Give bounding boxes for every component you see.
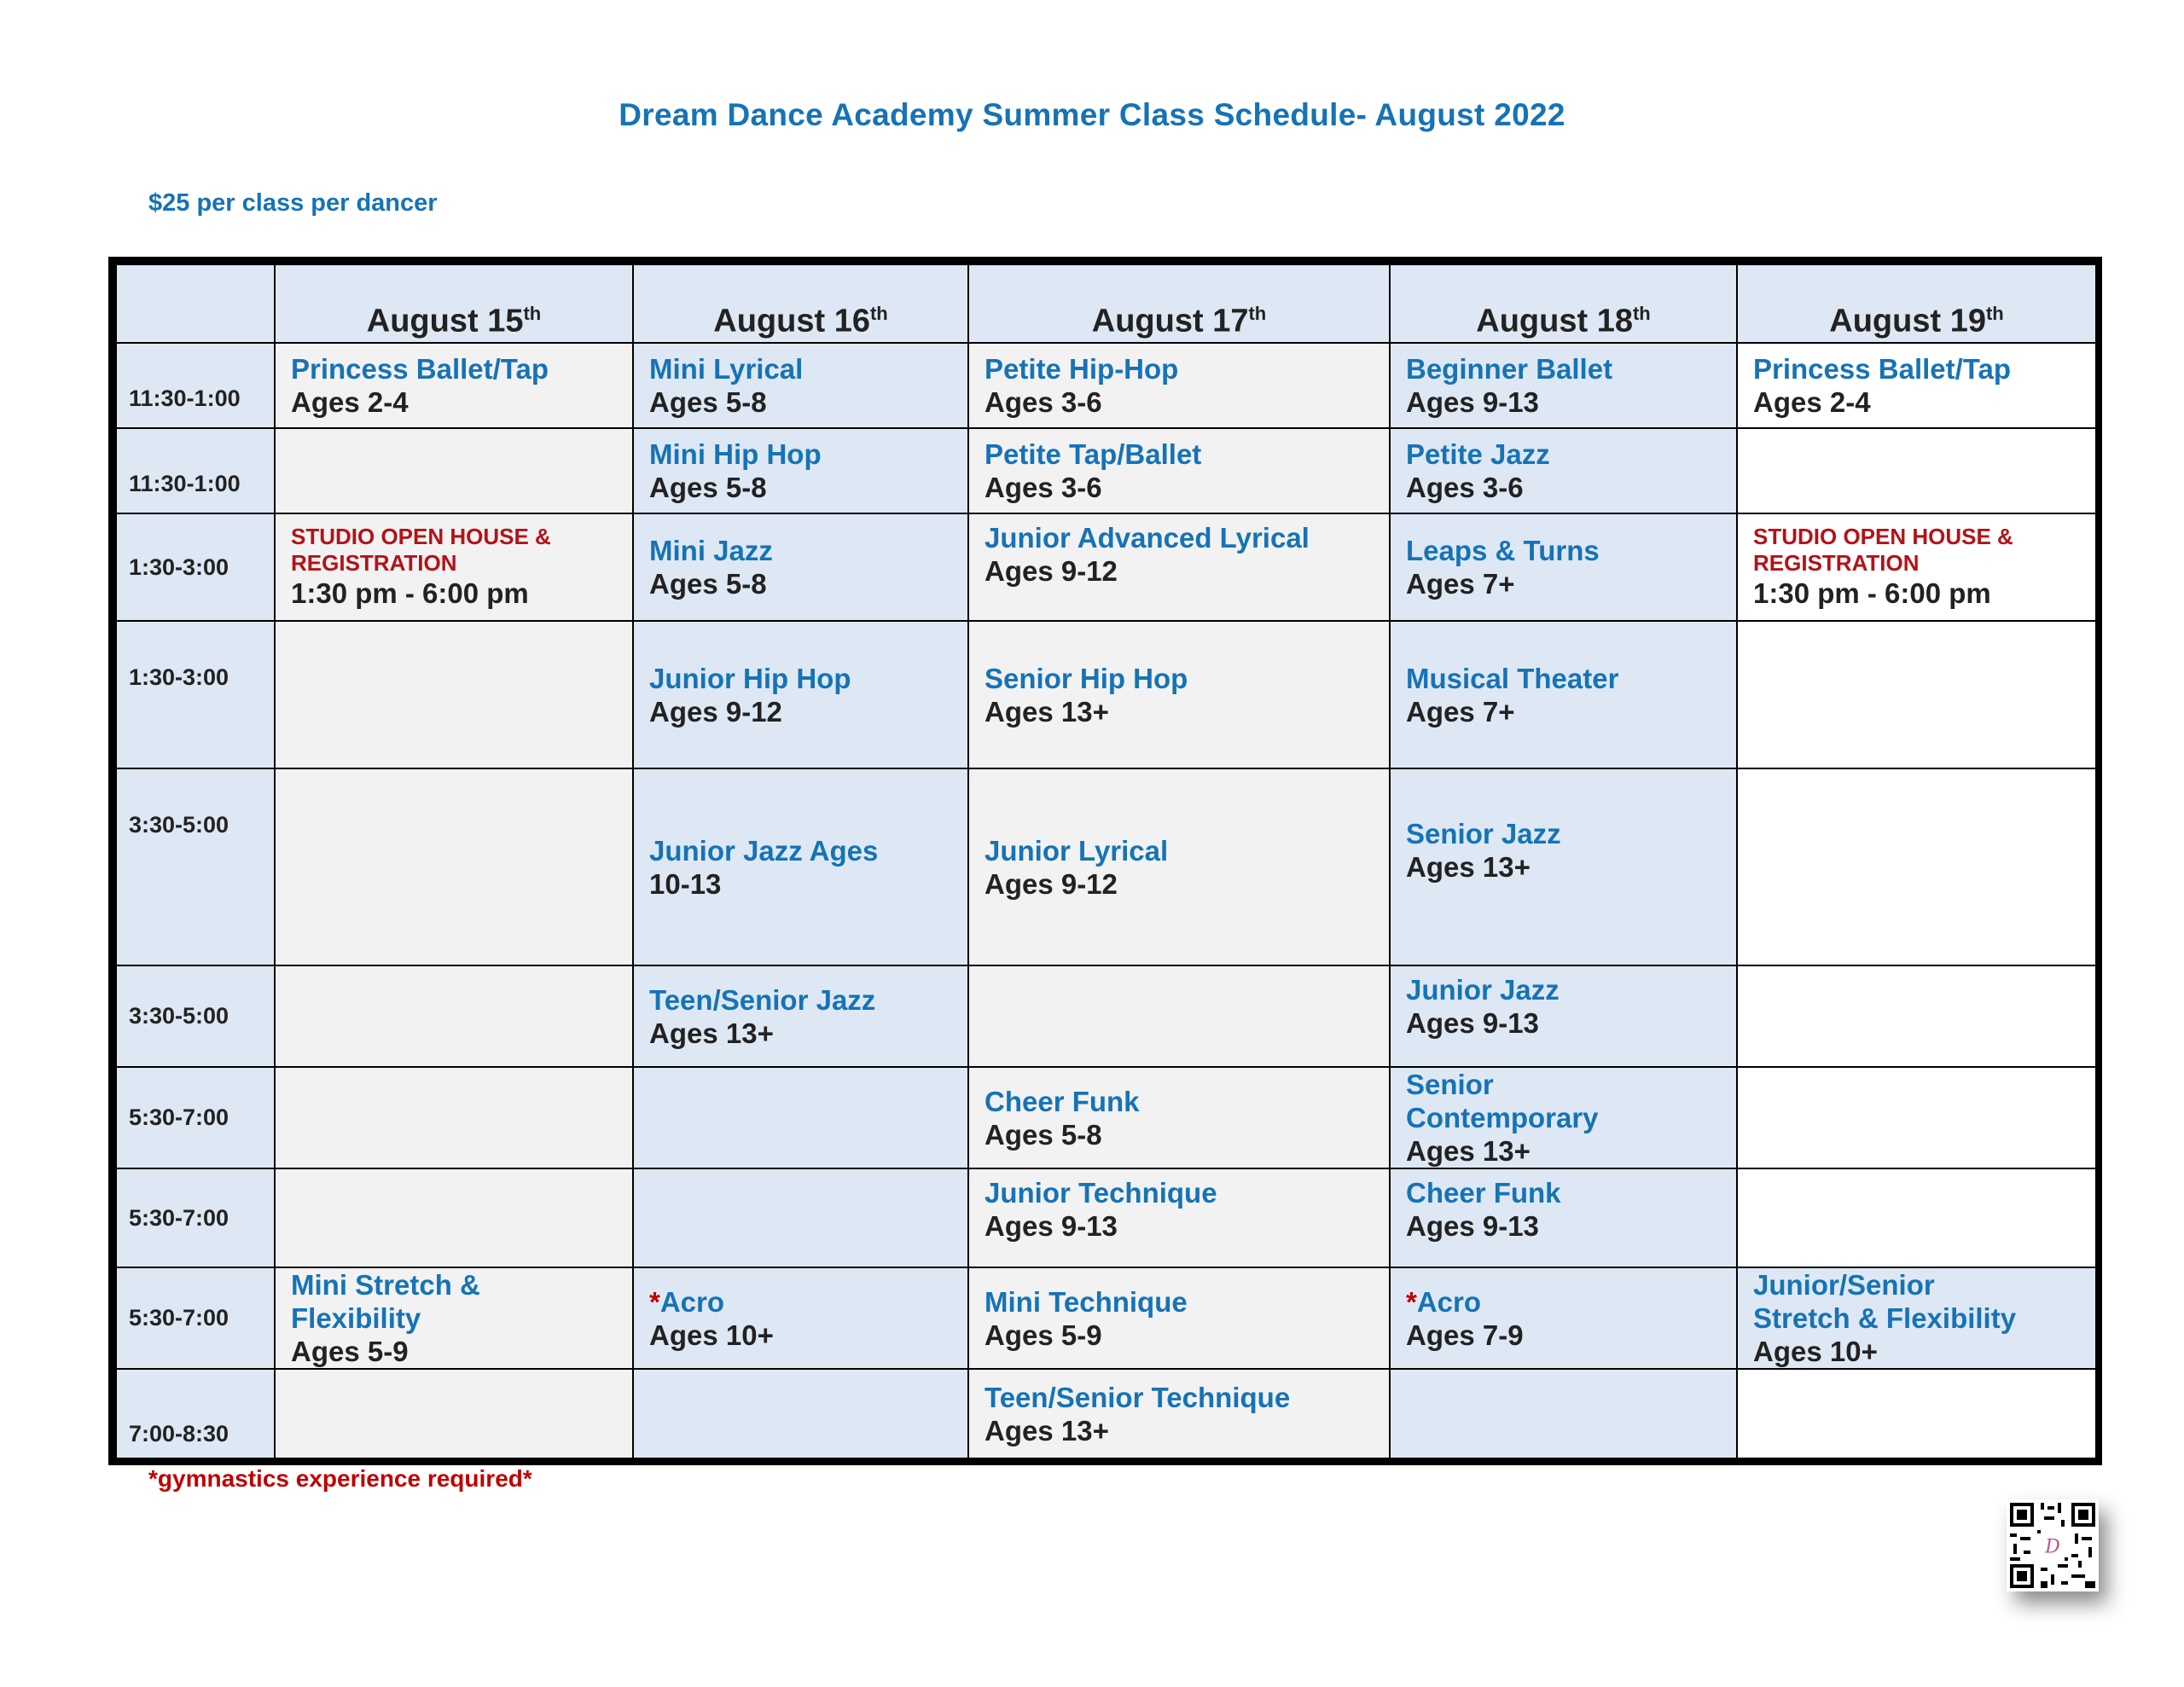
table-row — [116, 1369, 2096, 1458]
day-suffix: th — [1248, 303, 1267, 325]
table-row — [116, 428, 2096, 513]
class-ages: Ages 9-13 — [985, 1210, 1118, 1242]
class-name: Mini Hip Hop — [649, 438, 822, 470]
day-header — [1390, 264, 1737, 343]
class-ages: Ages 9-12 — [985, 867, 1118, 900]
class-name: Junior Technique — [985, 1177, 1217, 1209]
time-cell: 5:30-7:00 — [116, 1168, 275, 1267]
class-name-text: Acro — [659, 1285, 725, 1318]
class-cell — [1390, 768, 1737, 965]
class-cell — [968, 768, 1390, 965]
class-name-line1: Junior/Senior — [1753, 1269, 1935, 1301]
class-ages: Ages 7-9 — [1406, 1319, 1524, 1351]
class-cell — [968, 513, 1390, 621]
table-row — [116, 621, 2096, 768]
time-cell: 7:00-8:30 — [116, 1369, 275, 1458]
class-name: Princess Ballet/Tap — [1753, 353, 2012, 385]
corner-cell — [116, 264, 275, 343]
class-name: Senior Hip Hop — [985, 662, 1188, 694]
table-row — [116, 1267, 2096, 1369]
class-ages: Ages 9-13 — [1406, 1210, 1539, 1242]
class-ages: Ages 13+ — [1406, 1135, 1531, 1167]
open-house-hours: 1:30 pm - 6:00 pm — [1753, 577, 1991, 609]
class-name: Mini Technique — [985, 1285, 1188, 1318]
table-row — [116, 965, 2096, 1067]
class-cell — [1390, 428, 1737, 513]
class-ages: Ages 5-9 — [985, 1319, 1102, 1351]
class-cell — [1390, 343, 1737, 428]
class-ages: Ages 9-13 — [1406, 1007, 1539, 1039]
class-name: Junior Advanced Lyrical — [985, 522, 1310, 554]
event-cell — [275, 513, 633, 621]
class-cell — [1390, 965, 1737, 1067]
class-name: Junior Jazz Ages — [649, 834, 879, 867]
class-ages: Ages 5-8 — [649, 472, 767, 503]
time-cell: 5:30-7:00 — [116, 1067, 275, 1168]
table-row — [116, 1067, 2096, 1168]
class-name: Mini Lyrical — [649, 353, 804, 385]
empty-cell — [275, 965, 633, 1067]
class-cell — [633, 621, 968, 768]
open-house-hours: 1:30 pm - 6:00 pm — [291, 577, 529, 609]
time-cell: 1:30-3:00 — [116, 513, 275, 621]
class-ages: Ages 13+ — [985, 1414, 1109, 1446]
empty-cell — [1737, 428, 2096, 513]
class-cell — [1390, 1267, 1737, 1369]
time-cell: 1:30-3:00 — [116, 621, 275, 768]
table-row — [116, 768, 2096, 965]
table-row — [116, 513, 2096, 621]
class-cell — [633, 513, 968, 621]
class-cell — [633, 1267, 968, 1369]
class-ages: Ages 3-6 — [985, 386, 1102, 418]
empty-cell — [633, 1067, 968, 1168]
class-cell — [968, 1168, 1390, 1267]
empty-cell — [633, 1369, 968, 1458]
class-name: Junior Lyrical — [985, 834, 1169, 867]
empty-cell — [633, 1168, 968, 1267]
class-cell — [1390, 1067, 1737, 1168]
page-title: Dream Dance Academy Summer Class Schedule- August 2022 — [619, 97, 1565, 132]
class-name: Junior Jazz — [1406, 974, 1560, 1006]
price-note: $25 per class per dancer — [148, 189, 438, 217]
day-header — [1737, 264, 2096, 343]
qr-code-icon — [2007, 1499, 2099, 1591]
time-cell: 3:30-5:00 — [116, 768, 275, 965]
empty-cell — [275, 1168, 633, 1267]
day-header — [633, 264, 968, 343]
class-name: Junior Hip Hop — [649, 662, 851, 694]
class-ages: Ages 9-12 — [985, 555, 1118, 587]
time-cell: 11:30-1:00 — [116, 428, 275, 513]
day-label: August 16 — [713, 304, 870, 339]
class-name-line2: Contemporary — [1406, 1102, 1599, 1133]
empty-cell — [275, 768, 633, 965]
class-ages: Ages 9-13 — [1406, 386, 1539, 418]
class-ages: Ages 3-6 — [1406, 472, 1524, 503]
open-house-label: STUDIO OPEN HOUSE & REGISTRATION — [1753, 524, 2013, 576]
class-ages: Ages 13+ — [649, 1017, 774, 1049]
empty-cell — [275, 1067, 633, 1168]
class-ages: Ages 5-8 — [649, 386, 767, 418]
class-name: Teen/Senior Jazz — [649, 983, 876, 1016]
day-label: August 18 — [1476, 304, 1633, 339]
class-ages: Ages 5-8 — [649, 568, 767, 600]
class-name: Princess Ballet/Tap — [291, 353, 549, 385]
empty-cell — [1737, 768, 2096, 965]
footnote: *gymnastics experience required* — [148, 1465, 532, 1492]
header-row — [116, 264, 2096, 343]
table-row — [116, 343, 2096, 428]
class-cell — [968, 1267, 1390, 1369]
time-cell: 3:30-5:00 — [116, 965, 275, 1067]
class-ages: Ages 5-9 — [291, 1336, 409, 1367]
class-name: Senior Jazz — [1406, 818, 1561, 849]
class-ages: Ages 7+ — [1406, 695, 1515, 728]
class-cell — [275, 343, 633, 428]
day-suffix: th — [869, 303, 888, 325]
empty-cell — [1737, 1067, 2096, 1168]
class-cell — [968, 343, 1390, 428]
day-label: August 15 — [366, 304, 524, 339]
class-cell — [275, 1267, 633, 1369]
class-cell — [968, 621, 1390, 768]
class-ages: Ages 10+ — [649, 1319, 774, 1351]
class-cell — [968, 1067, 1390, 1168]
empty-cell — [1737, 965, 2096, 1067]
class-name — [1406, 1285, 1721, 1319]
class-cell — [968, 1369, 1390, 1458]
class-name-line1: Senior — [1406, 1069, 1494, 1100]
class-ages: Ages 9-12 — [649, 695, 782, 728]
day-suffix: th — [1985, 303, 2004, 325]
day-suffix: th — [1632, 303, 1651, 325]
empty-cell — [275, 1369, 633, 1458]
empty-cell — [968, 965, 1390, 1067]
class-ages: Ages 5-8 — [985, 1118, 1102, 1151]
table-row — [116, 1168, 2096, 1267]
class-name: Musical Theater — [1406, 662, 1619, 694]
class-name: Petite Jazz — [1406, 438, 1550, 470]
day-header — [968, 264, 1390, 343]
day-label: August 19 — [1829, 304, 1986, 339]
class-name: Cheer Funk — [985, 1085, 1140, 1117]
time-cell: 11:30-1:00 — [116, 343, 275, 428]
class-cell — [633, 428, 968, 513]
class-name — [649, 1285, 952, 1319]
empty-cell — [275, 428, 633, 513]
class-name-line2: Flexibility — [291, 1302, 421, 1334]
class-cell — [1390, 621, 1737, 768]
class-name: Cheer Funk — [1406, 1177, 1561, 1209]
open-house-label: STUDIO OPEN HOUSE & REGISTRATION — [291, 524, 551, 576]
class-name-line1: Mini Stretch & — [291, 1269, 480, 1301]
asterisk-marker: * — [1406, 1285, 1417, 1318]
class-cell — [633, 768, 968, 965]
qr-logo-letter: D — [2045, 1536, 2060, 1558]
empty-cell — [275, 621, 633, 768]
day-header — [275, 264, 633, 343]
day-label: August 17 — [1091, 304, 1249, 339]
class-ages: Ages 7+ — [1406, 568, 1515, 600]
empty-cell — [1737, 1369, 2096, 1458]
class-cell — [1737, 343, 2096, 428]
empty-cell — [1737, 621, 2096, 768]
class-name: Leaps & Turns — [1406, 535, 1600, 566]
day-suffix: th — [523, 303, 542, 325]
qr-code-graphic — [2007, 1499, 2099, 1591]
class-name: Petite Hip-Hop — [985, 353, 1179, 385]
class-name: Mini Jazz — [649, 535, 773, 566]
schedule-table — [108, 257, 2102, 1465]
class-name: Beginner Ballet — [1406, 353, 1613, 385]
class-cell — [1390, 1168, 1737, 1267]
empty-cell — [1390, 1369, 1737, 1458]
event-cell — [1737, 513, 2096, 621]
class-name: Teen/Senior Technique — [985, 1381, 1291, 1413]
class-cell — [633, 965, 968, 1067]
class-name-line2: Stretch & Flexibility — [1753, 1302, 2017, 1334]
class-name: Petite Tap/Ballet — [985, 438, 1202, 470]
class-ages: Ages 2-4 — [291, 386, 409, 418]
class-cell — [1390, 513, 1737, 621]
class-ages: Ages 2-4 — [1753, 386, 1871, 418]
class-ages: Ages 13+ — [1406, 851, 1531, 883]
class-ages: Ages 13+ — [985, 695, 1109, 728]
class-ages: 10-13 — [649, 867, 722, 900]
class-ages: Ages 3-6 — [985, 472, 1102, 503]
class-cell — [1737, 1267, 2096, 1369]
class-ages: Ages 10+ — [1753, 1336, 1878, 1367]
class-name-text: Acro — [1416, 1285, 1482, 1318]
class-cell — [968, 428, 1390, 513]
class-cell — [633, 343, 968, 428]
empty-cell — [1737, 1168, 2096, 1267]
asterisk-marker: * — [649, 1285, 660, 1318]
time-cell: 5:30-7:00 — [116, 1267, 275, 1369]
